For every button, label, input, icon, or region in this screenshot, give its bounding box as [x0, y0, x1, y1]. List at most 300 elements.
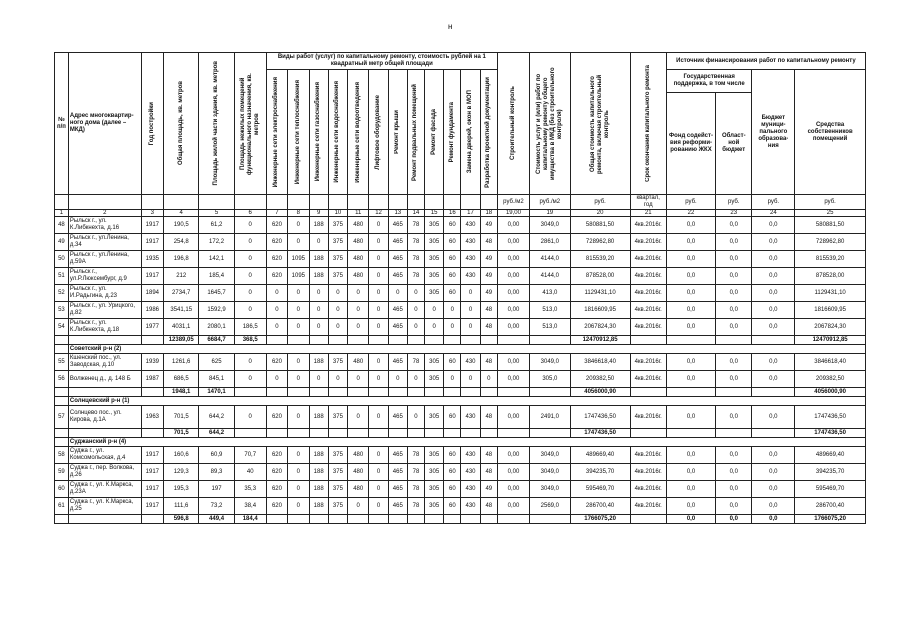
unit-municipal: руб.: [752, 195, 795, 210]
table-cell: [530, 388, 571, 397]
hdr-num: № п/п: [55, 53, 69, 195]
table-cell: 465: [388, 498, 407, 515]
table-cell: 480: [348, 251, 369, 268]
table-cell: [444, 515, 461, 524]
table-cell: [666, 388, 715, 397]
table-cell: 0,0: [666, 319, 715, 336]
table-cell: [266, 388, 287, 397]
table-cell: 375: [328, 217, 347, 234]
table-cell: 0,0: [716, 464, 752, 481]
address-cell: Рыльск г., ул.Ленина, д.34: [68, 234, 141, 251]
table-cell: 1766075,20: [570, 515, 630, 524]
address-cell: Рыльск г., ул.Р.Люксембург, д.9: [68, 268, 141, 285]
column-number: 10: [328, 210, 347, 217]
hdr-regional: Област-ной бюджет: [716, 93, 752, 195]
table-cell: 0: [407, 302, 424, 319]
table-cell: 197: [199, 481, 234, 498]
hdr-control: Строительный контроль: [497, 53, 529, 195]
table-cell: [309, 515, 328, 524]
table-cell: 644,2: [199, 406, 234, 429]
table-cell: 701,5: [164, 406, 199, 429]
table-cell: 0,0: [666, 498, 715, 515]
unit-cost: руб./м2: [530, 195, 571, 210]
table-cell: 0: [369, 302, 388, 319]
table-cell: 375: [328, 251, 347, 268]
table-cell: 4056000,90: [795, 388, 866, 397]
table-cell: 878528,00: [795, 268, 866, 285]
table-cell: 188: [309, 464, 328, 481]
table-cell: [234, 388, 266, 397]
table-cell: 70,7: [234, 447, 266, 464]
table-cell: 4031,1: [164, 319, 199, 336]
table-cell: 48: [480, 406, 497, 429]
table-cell: 12389,05: [164, 336, 199, 345]
table-cell: 394235,70: [570, 464, 630, 481]
table-cell: 0: [309, 285, 328, 302]
table-cell: [328, 388, 347, 397]
table-cell: 78: [407, 498, 424, 515]
table-cell: 286700,40: [795, 498, 866, 515]
column-number: 19: [530, 210, 571, 217]
table-cell: 430: [461, 234, 480, 251]
table-cell: 3049,0: [530, 354, 571, 371]
table-cell: 0: [348, 319, 369, 336]
table-cell: 0: [288, 319, 309, 336]
table-cell: 0: [309, 234, 328, 251]
table-cell: 60: [444, 217, 461, 234]
table-cell: 0: [369, 354, 388, 371]
table-cell: 60: [444, 268, 461, 285]
table-cell: [348, 429, 369, 438]
table-cell: 188: [309, 354, 328, 371]
table-cell: 172,2: [199, 234, 234, 251]
table-cell: 0,0: [752, 447, 795, 464]
table-cell: 0,0: [716, 217, 752, 234]
table-cell: 0,0: [716, 481, 752, 498]
table-cell: 212: [164, 268, 199, 285]
address-cell: [68, 429, 141, 438]
table-cell: 1747436,50: [795, 406, 866, 429]
section-row: [55, 397, 866, 406]
column-number: 3: [141, 210, 163, 217]
table-cell: [461, 388, 480, 397]
column-number: 22: [666, 210, 715, 217]
table-cell: 0: [288, 285, 309, 302]
table-cell: 35,3: [234, 481, 266, 498]
subtotal-row: [55, 429, 866, 438]
table-cell: 3049,0: [530, 447, 571, 464]
table-cell: 1747436,50: [795, 429, 866, 438]
table-cell: [716, 336, 752, 345]
table-cell: 0,0: [716, 406, 752, 429]
table-cell: 0: [369, 406, 388, 429]
table-cell: 375: [328, 498, 347, 515]
table-cell: 3049,0: [530, 481, 571, 498]
table-cell: 815539,20: [795, 251, 866, 268]
table-cell: 4кв.2016г.: [630, 498, 666, 515]
table-cell: 1894: [141, 285, 163, 302]
unit-regional: руб.: [716, 195, 752, 210]
table-cell: 185,4: [199, 268, 234, 285]
table-cell: 52: [55, 285, 69, 302]
table-cell: [497, 515, 529, 524]
table-cell: 815539,20: [570, 251, 630, 268]
table-cell: 4кв.2016г.: [630, 406, 666, 429]
address-cell: [68, 515, 141, 524]
table-cell: 0: [348, 285, 369, 302]
table-row: [55, 268, 866, 285]
table-cell: 595469,70: [795, 481, 866, 498]
hdr-fund: Фонд содейст-вия реформи-рованию ЖКХ: [666, 93, 715, 195]
table-cell: 0,0: [752, 251, 795, 268]
table-cell: [55, 336, 69, 345]
table-cell: [630, 388, 666, 397]
table-cell: 375: [328, 481, 347, 498]
table-row: [55, 498, 866, 515]
table-cell: 430: [461, 481, 480, 498]
table-row: [55, 285, 866, 302]
table-cell: 375: [328, 406, 347, 429]
table-cell: 78: [407, 354, 424, 371]
table-cell: 254,8: [164, 234, 199, 251]
table-cell: 1095: [288, 268, 309, 285]
table-cell: 1747436,50: [570, 406, 630, 429]
column-number: 5: [199, 210, 234, 217]
hdr-owners: Средства собственников помещений: [795, 70, 866, 195]
table-cell: 1948,1: [164, 388, 199, 397]
table-cell: 0: [480, 371, 497, 388]
table-cell: 49: [480, 217, 497, 234]
table-cell: 305: [425, 447, 444, 464]
table-cell: 0: [348, 498, 369, 515]
table-cell: [716, 429, 752, 438]
table-cell: 480: [348, 447, 369, 464]
table-cell: [348, 388, 369, 397]
address-cell: Суджа г., ул. Комсомольская, д.4: [68, 447, 141, 464]
table-cell: 430: [461, 217, 480, 234]
table-cell: 0,0: [716, 447, 752, 464]
table-cell: 0: [288, 498, 309, 515]
table-cell: [266, 429, 287, 438]
table-cell: [461, 336, 480, 345]
table-row: [55, 234, 866, 251]
table-cell: 49: [480, 481, 497, 498]
table-cell: 4кв.2016г.: [630, 217, 666, 234]
table-cell: 57: [55, 406, 69, 429]
table-cell: [630, 429, 666, 438]
table-cell: 465: [388, 481, 407, 498]
table-cell: 3846618,40: [570, 354, 630, 371]
table-cell: 430: [461, 406, 480, 429]
table-cell: 1987: [141, 371, 163, 388]
table-cell: [55, 515, 69, 524]
address-cell: Рыльск г., ул.Ленина, д.59А: [68, 251, 141, 268]
table-cell: 0,00: [497, 464, 529, 481]
table-cell: 48: [480, 447, 497, 464]
table-cell: [425, 515, 444, 524]
table-cell: 78: [407, 217, 424, 234]
table-cell: 4056000,90: [570, 388, 630, 397]
table-cell: [425, 336, 444, 345]
table-cell: 0,0: [752, 234, 795, 251]
table-cell: 60,9: [199, 447, 234, 464]
table-cell: 0: [266, 302, 287, 319]
table-cell: 38,4: [234, 498, 266, 515]
table-cell: 375: [328, 234, 347, 251]
table-cell: 430: [461, 464, 480, 481]
table-row: [55, 481, 866, 498]
table-cell: 465: [388, 234, 407, 251]
table-cell: 1747436,50: [570, 429, 630, 438]
table-cell: 0: [444, 302, 461, 319]
table-cell: [388, 388, 407, 397]
hdr-cost-per-m2: Стоимость услуг и (или) работ по капитальному ремонту общего имущества в МКД (без строительного контроля): [530, 53, 571, 195]
table-cell: 4кв.2016г.: [630, 268, 666, 285]
address-cell: Суджа г., пер. Волкова, д.26: [68, 464, 141, 481]
unit-owners: руб.: [795, 195, 866, 210]
table-cell: 2734,7: [164, 285, 199, 302]
table-cell: 620: [266, 406, 287, 429]
table-cell: 0: [328, 319, 347, 336]
table-cell: [288, 515, 309, 524]
table-cell: 0: [369, 481, 388, 498]
table-cell: 0: [288, 354, 309, 371]
table-cell: 48: [480, 234, 497, 251]
column-number: 21: [630, 210, 666, 217]
table-cell: 0,0: [666, 515, 715, 524]
table-cell: 580881,50: [570, 217, 630, 234]
table-cell: 4кв.2016г.: [630, 234, 666, 251]
table-cell: 305: [425, 354, 444, 371]
table-cell: 0,0: [716, 371, 752, 388]
table-cell: [309, 388, 328, 397]
column-number: 13: [388, 210, 407, 217]
table-cell: 0,00: [497, 234, 529, 251]
table-row: [55, 354, 866, 371]
table-cell: 61,2: [199, 217, 234, 234]
table-cell: 0: [407, 285, 424, 302]
table-cell: 0,0: [716, 319, 752, 336]
table-cell: [369, 388, 388, 397]
units-row: [55, 195, 866, 210]
table-cell: 0: [369, 285, 388, 302]
table-cell: 430: [461, 447, 480, 464]
table-cell: 728962,80: [570, 234, 630, 251]
table-cell: 190,5: [164, 217, 199, 234]
column-number: 12: [369, 210, 388, 217]
table-cell: [388, 429, 407, 438]
column-number: 24: [752, 210, 795, 217]
table-cell: 0,0: [666, 217, 715, 234]
table-cell: 0: [288, 302, 309, 319]
table-cell: [288, 336, 309, 345]
table-cell: 595469,70: [570, 481, 630, 498]
table-cell: 78: [407, 464, 424, 481]
table-cell: 580881,50: [795, 217, 866, 234]
table-cell: 465: [388, 217, 407, 234]
address-cell: Кшенский пос., ул. Заводская, д.10: [68, 354, 141, 371]
table-cell: [444, 336, 461, 345]
table-cell: 0,00: [497, 319, 529, 336]
table-cell: 480: [348, 464, 369, 481]
table-cell: 0,0: [716, 302, 752, 319]
table-cell: 48: [480, 302, 497, 319]
table-cell: 620: [266, 251, 287, 268]
table-cell: [480, 388, 497, 397]
table-cell: 0,0: [752, 217, 795, 234]
table-cell: 0,0: [716, 285, 752, 302]
table-cell: [55, 429, 69, 438]
table-cell: 0,0: [666, 251, 715, 268]
table-cell: [425, 429, 444, 438]
table-cell: 0: [309, 302, 328, 319]
table-cell: 0: [369, 447, 388, 464]
table-cell: 4кв.2016г.: [630, 447, 666, 464]
table-cell: 0: [425, 302, 444, 319]
table-cell: 480: [348, 234, 369, 251]
table-cell: [530, 515, 571, 524]
hdr-nonliving-area: Площадь нежилых помещений функционального назначения, кв. метров: [234, 53, 266, 195]
table-cell: 48: [480, 498, 497, 515]
table-cell: [369, 336, 388, 345]
table-cell: 56: [55, 371, 69, 388]
table-cell: 375: [328, 354, 347, 371]
table-cell: 0: [234, 268, 266, 285]
table-cell: 0,00: [497, 251, 529, 268]
table-cell: 0: [369, 464, 388, 481]
table-cell: [530, 429, 571, 438]
column-number: 18: [480, 210, 497, 217]
hdr-address: Адрес многоквартир-ного дома (далее – МКД): [68, 53, 141, 195]
table-cell: 0: [328, 371, 347, 388]
table-cell: [407, 388, 424, 397]
table-cell: 0: [288, 217, 309, 234]
table-cell: [266, 515, 287, 524]
table-cell: [328, 429, 347, 438]
table-cell: 3049,0: [530, 217, 571, 234]
table-cell: 0: [328, 285, 347, 302]
hdr-work-10: Ремонт фундамента: [444, 70, 461, 195]
table-cell: 1095: [288, 251, 309, 268]
table-cell: 0,0: [752, 285, 795, 302]
table-cell: 0: [369, 234, 388, 251]
column-number: 4: [164, 210, 199, 217]
table-cell: 465: [388, 447, 407, 464]
table-cell: 49: [55, 234, 69, 251]
table-cell: 1645,7: [199, 285, 234, 302]
table-cell: 0: [369, 498, 388, 515]
table-cell: 0,00: [497, 285, 529, 302]
table-cell: 1917: [141, 234, 163, 251]
section-label: Суджанский р-н (4): [68, 438, 865, 447]
table-cell: 1129431,10: [570, 285, 630, 302]
table-cell: 48: [480, 319, 497, 336]
table-cell: 0,0: [752, 498, 795, 515]
table-cell: 375: [328, 464, 347, 481]
table-cell: 0: [461, 285, 480, 302]
table-cell: 0: [425, 319, 444, 336]
table-cell: 0: [328, 302, 347, 319]
table-cell: 0,0: [752, 268, 795, 285]
table-cell: 0,0: [666, 302, 715, 319]
table-cell: 0: [369, 319, 388, 336]
table-cell: 0: [288, 447, 309, 464]
column-numbers-row: [55, 210, 866, 217]
table-cell: 49: [480, 285, 497, 302]
table-cell: 1986: [141, 302, 163, 319]
table-cell: 0,0: [666, 371, 715, 388]
table-cell: 12470912,85: [570, 336, 630, 345]
table-cell: [288, 429, 309, 438]
table-cell: 1917: [141, 481, 163, 498]
hdr-work-4: Инженерные сети водоснабжения: [328, 70, 347, 195]
table-cell: [288, 388, 309, 397]
table-cell: 1261,6: [164, 354, 199, 371]
table-cell: 1939: [141, 354, 163, 371]
table-cell: 48: [480, 354, 497, 371]
column-number: 8: [288, 210, 309, 217]
table-cell: 0: [234, 251, 266, 268]
table-cell: 0: [348, 406, 369, 429]
table-cell: 0: [348, 302, 369, 319]
table-cell: 0,0: [752, 406, 795, 429]
table-cell: 1935: [141, 251, 163, 268]
table-cell: [444, 388, 461, 397]
table-cell: 305: [425, 481, 444, 498]
table-cell: 0: [266, 285, 287, 302]
table-row: [55, 319, 866, 336]
table-cell: 0,00: [497, 217, 529, 234]
table-cell: [141, 515, 163, 524]
table-cell: 1129431,10: [795, 285, 866, 302]
table-cell: 78: [407, 447, 424, 464]
table-row: [55, 251, 866, 268]
table-cell: 3541,15: [164, 302, 199, 319]
table-cell: 4кв.2016г.: [630, 481, 666, 498]
table-cell: 4144,0: [530, 251, 571, 268]
table-cell: 0: [309, 371, 328, 388]
column-number: 16: [444, 210, 461, 217]
table-cell: 61: [55, 498, 69, 515]
hdr-work-11: Замена дверей, окон в МОП: [461, 70, 480, 195]
table-cell: 368,5: [234, 336, 266, 345]
table-cell: 0: [407, 319, 424, 336]
table-cell: 0,0: [752, 319, 795, 336]
table-cell: [266, 336, 287, 345]
table-cell: 1917: [141, 498, 163, 515]
table-cell: 596,8: [164, 515, 199, 524]
table-cell: 0,00: [497, 354, 529, 371]
table-cell: 305: [425, 406, 444, 429]
table-cell: 0,0: [666, 406, 715, 429]
table-cell: 1977: [141, 319, 163, 336]
table-cell: 0,0: [752, 302, 795, 319]
table-cell: 728962,80: [795, 234, 866, 251]
column-number: 6: [234, 210, 266, 217]
table-cell: [348, 336, 369, 345]
table-cell: 54: [55, 319, 69, 336]
table-cell: 0,0: [666, 447, 715, 464]
table-cell: 701,5: [164, 429, 199, 438]
table-cell: 209382,50: [570, 371, 630, 388]
table-row: [55, 302, 866, 319]
table-cell: [348, 515, 369, 524]
table-cell: 129,3: [164, 464, 199, 481]
table-cell: 686,5: [164, 371, 199, 388]
table-cell: 465: [388, 354, 407, 371]
table-cell: 0: [388, 285, 407, 302]
table-cell: 1470,1: [199, 388, 234, 397]
